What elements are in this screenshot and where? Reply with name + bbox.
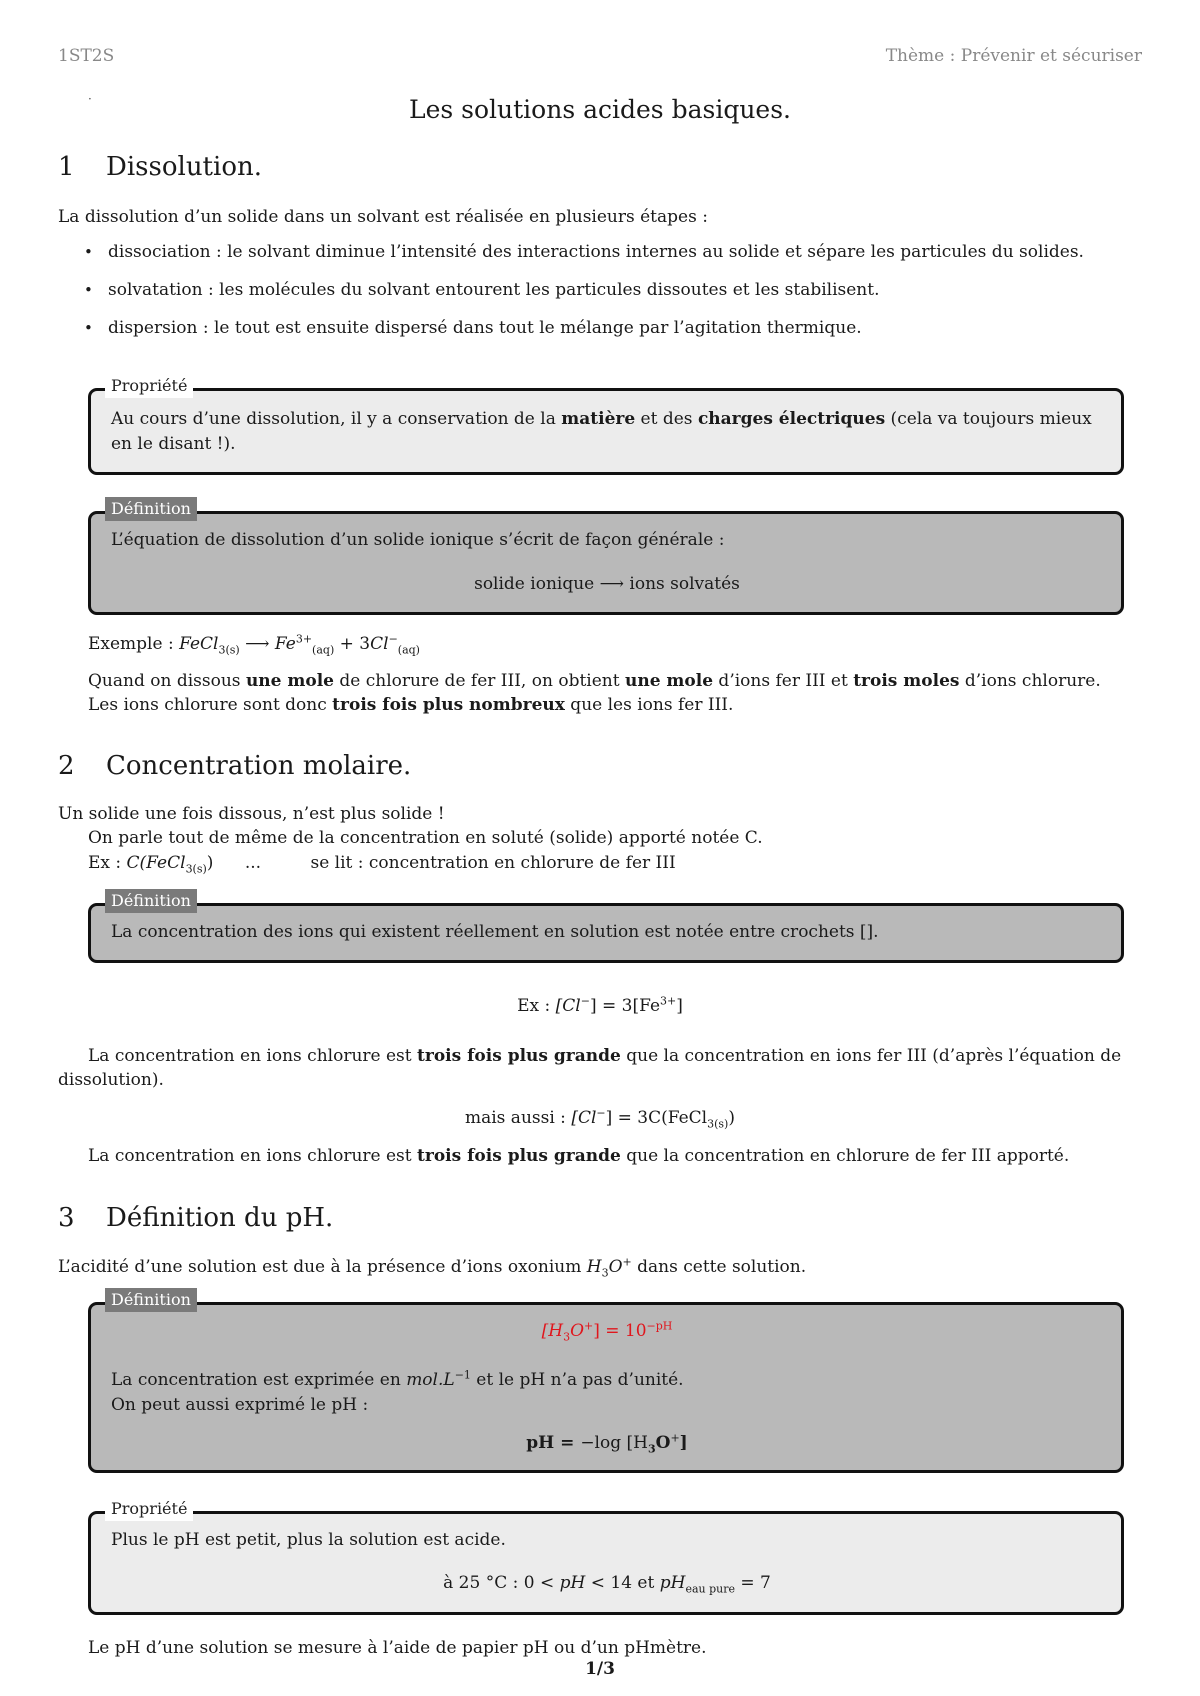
definition-tag: Définition [105,497,197,521]
ph-log-formula: pH = −log $[H_3O^+]$ [526,1431,688,1456]
section-2-heading [58,751,411,781]
section-number: 1 [58,152,75,182]
list-item: • dissociation : le solvant diminue l’intensité des interactions internes au solide et sépare les particules du solides. [84,240,1084,278]
section-2-paragraph-2: La concentration en ions chlorure est trois fois plus grande que la concentration en chlorure de fer III apporté. [88,1146,1070,1166]
section-3-last-line: Le pH d’une solution se mesure à l’aide de papier pH ou d’un pHmètre. [88,1638,707,1658]
section-2-line-1: Un solide une fois dissous, n’est plus solide ! [58,804,445,824]
concentration-equation-1: Ex : $[Cl^-] = 3[Fe^{3+}]$ [517,994,683,1016]
section-1-intro: La dissolution d’un solide dans un solvant est réalisée en plusieurs étapes : [58,207,708,227]
definition-text: La concentration des ions qui existent réellement en solution est notée entre crochets []. [111,922,879,942]
section-number: 2 [58,751,75,781]
definition-text: L’équation de dissolution d’un solide ionique s’écrit de façon générale : [111,530,725,550]
property-text: Plus le pH est petit, plus la solution est acide. [111,1530,506,1550]
header-class-label: 1ST2S [58,46,115,66]
dissolution-equation: solide ionique ⟶ ions solvatés [474,574,740,594]
section-2-line-3: Ex : C(FeCl$_{3(s)}$) ... se lit : concentration en chlorure de fer III [88,853,676,876]
section-1-heading [58,152,262,182]
section-3-heading [58,1203,333,1233]
example-equation: Exemple : FeCl$_{3(s)}$ ⟶ $Fe^{3+}_{(aq)} + 3Cl^-_{(aq)}$ [88,632,420,657]
ph-alt-text: On peut aussi exprimé le pH : [111,1395,369,1415]
section-2-line-2: On parle tout de même de la concentration en soluté (solide) apporté notée C. [88,828,763,848]
section-2-paragraph-1-cont: dissolution). [58,1070,164,1090]
list-item: • solvatation : les molécules du solvant entourent les particules dissoutes et les stabilisent. [84,278,1084,316]
section-title: Dissolution. [106,152,262,182]
section-1-paragraph-1: Quand on dissous une mole de chlorure de fer III, on obtient une mole d’ions fer III et trois moles d’ions chlorure. [88,671,1101,691]
definition-tag: Définition [105,889,197,913]
list-item: • dispersion : le tout est ensuite dispersé dans tout le mélange par l’agitation thermique. [84,316,1084,354]
page-number: 1/3 [585,1659,615,1679]
definition-box-dissolution [88,499,1124,615]
margin-dot: · [88,92,92,106]
ph-range-equation: à 25 °C : 0 < pH < 14 et $pH_{eau pure} = 7$ [443,1573,771,1596]
page-title: Les solutions acides basiques. [408,95,791,124]
definition-tag: Définition [105,1288,197,1312]
property-text: Au cours d’une dissolution, il y a conservation de la matière et des charges électriques (cela va toujours mieux en le disant !). [111,409,1092,454]
property-tag: Propriété [105,374,193,398]
property-box-acidity [88,1499,1124,1615]
dissolution-steps-list [84,240,1084,354]
header-theme-label: Thème : Prévenir et sécuriser [885,46,1142,66]
section-title: Concentration molaire. [106,751,412,781]
section-3-intro: L’acidité d’une solution est due à la présence d’ions oxonium $H_3O^+$ dans cette solution. [58,1255,807,1280]
section-number: 3 [58,1203,75,1233]
ph-definition-formula: $[H_3O^+] = 10^{-pH}$ [541,1319,673,1344]
section-1-paragraph-2: Les ions chlorure sont donc trois fois plus nombreux que les ions fer III. [88,695,734,715]
section-2-paragraph-1: La concentration en ions chlorure est trois fois plus grande que la concentration en ions fer III (d’après l’équation de [88,1046,1122,1066]
ph-unit-text: La concentration est exprimée en $mol.L^{-1}$ et le pH n’a pas d’unité. [111,1368,684,1390]
definition-box-concentration [88,891,1124,963]
property-tag: Propriété [105,1497,193,1521]
definition-box-ph [88,1290,1124,1473]
property-box-conservation [88,376,1124,475]
section-title: Définition du pH. [106,1203,334,1233]
concentration-equation-2: mais aussi : [Cl−] = 3C(FeCl$_{3(s)}$) [464,1106,735,1131]
